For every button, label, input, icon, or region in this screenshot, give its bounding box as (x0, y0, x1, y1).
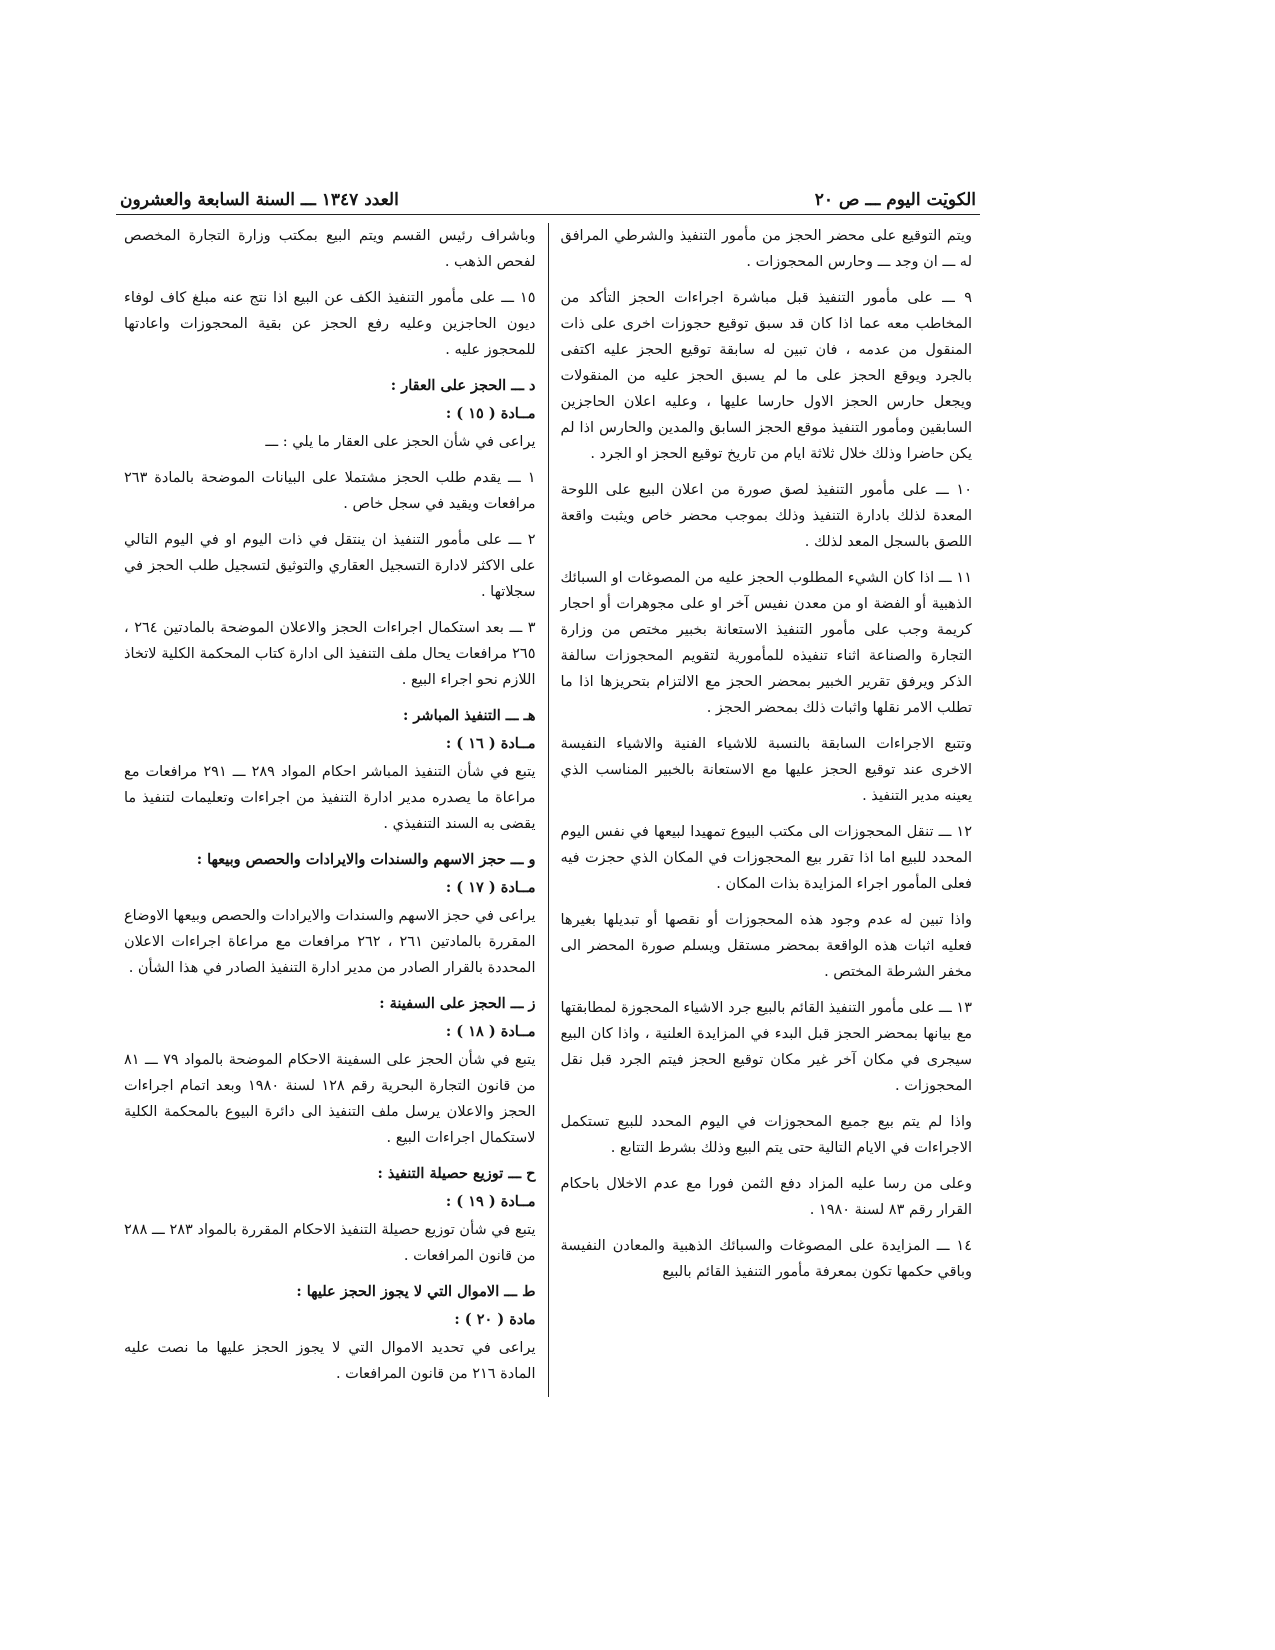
paragraph: ١٢ ـــ تنقل المحجوزات الى مكتب البيوع تمهيدا لبيعها في نفس اليوم المحدد للبيع اما اذا تقرر بيع المحجوزات في المكان الذي حجزت فيه فعلى المأمور اجراء المزايدة بذات المكان . (560, 824, 972, 892)
paragraph: وباشراف رئيس القسم ويتم البيع بمكتب وزارة التجارة المخصص لفحص الذهب . (124, 228, 536, 270)
header-publication-page: الكويت اليوم ـــ ص ٢٠ (814, 190, 976, 210)
paragraph: ١٠ ـــ على مأمور التنفيذ لصق صورة من اعلان البيع على اللوحة المعدة لذلك بادارة التنفيذ وذلك بموجب محضر خاص ويثبت واقعة اللصق بالسجل المعد لذلك . (560, 482, 972, 550)
section-heading: ط ـــ الاموال التي لا يجوز الحجز عليها : (296, 1283, 536, 1300)
paragraph: واذا لم يتم بيع جميع المحجوزات في اليوم المحدد للبيع تستكمل الاجراءات في الايام التالية حتى يتم البيع وذلك بشرط التتابع . (560, 1114, 972, 1156)
paragraph: وتتبع الاجراءات السابقة بالنسبة للاشياء الفنية والاشياء النفيسة الاخرى عند توقيع الحجز عليها مع الاستعانة بالخبير المناسب الذي يعينه مدير التنفيذ . (560, 736, 972, 804)
section-heading: و ـــ حجز الاسهم والسندات والايرادات والحصص وبيعها : (196, 851, 536, 868)
paragraph: ١١ ـــ اذا كان الشيء المطلوب الحجز عليه من المصوغات او السبائك الذهبية أو الفضة او من معدن نفيس آخر او على مجوهرات أو احجار كريمة وجب على مأمور التنفيذ الاستعانة بخبير مختص من وزارة التجارة والصناعة اثناء تنفيذه للمأمورية لتقويم المحجوزات سالفة الذكر ويرفق تقرير الخبير بمحضر الحجز مع الالتزام بتحريزها اذا ما تطلب الامر نقلها واثبات ذلك بمحضر الحجز . (560, 570, 972, 716)
section-heading: مــادة ( ١٦ ) : (445, 735, 536, 752)
gazette-page (116, 190, 980, 1397)
left-column (116, 223, 544, 1397)
page-header (116, 190, 980, 215)
section-heading: مادة ( ٢٠ ) : (454, 1311, 536, 1328)
paragraph: يراعى في حجز الاسهم والسندات والايرادات والحصص وبيعها الاوضاع المقررة بالمادتين ٢٦١ ، ٢٦٢ مرافعات مع مراعاة اجراءات الاعلان المحددة بالقرار الصادر من مدير ادارة التنفيذ الصادر في هذا الشأن . (124, 908, 536, 976)
paragraph: وعلى من رسا عليه المزاد دفع الثمن فورا مع عدم الاخلال باحكام القرار رقم ٨٣ لسنة ١٩٨٠ . (560, 1176, 972, 1218)
paragraph: يتبع في شأن الحجز على السفينة الاحكام الموضحة بالمواد ٧٩ ـــ ٨١ من قانون التجارة البحرية رقم ١٢٨ لسنة ١٩٨٠ وبعد اتمام اجراءات الحجز والاعلان يرسل ملف التنفيذ الى دائرة البيوع بالمحكمة الكلية لاستكمال اجراءات البيع . (124, 1052, 536, 1146)
paragraph: ٣ ـــ بعد استكمال اجراءات الحجز والاعلان الموضحة بالمادتين ٢٦٤ ، ٢٦٥ مرافعات يحال ملف التنفيذ الى ادارة كتاب المحكمة الكلية لاتخاذ اللازم نحو اجراء البيع . (124, 620, 536, 688)
paragraph: واذا تبين له عدم وجود هذه المحجوزات أو نقصها أو تبديلها بغيرها فعليه اثبات هذه الواقعة بمحضر مستقل ويسلم صورة المحضر الى مخفر الشرطة المختص . (560, 912, 972, 980)
column-divider (548, 223, 549, 1397)
header-issue-year: العدد ١٣٤٧ ـــ السنة السابعة والعشرون (120, 190, 399, 210)
section-heading: مــادة ( ١٩ ) : (445, 1193, 536, 1210)
paragraph: ١٥ ـــ على مأمور التنفيذ الكف عن البيع اذا نتج عنه مبلغ كاف لوفاء ديون الحاجزين وعليه رفع الحجز عن بقية المحجوزات واعادتها للمحجوز عليه . (124, 290, 536, 358)
section-heading: هـ ـــ التنفيذ المباشر : (403, 707, 536, 724)
paragraph: ١٤ ـــ المزايدة على المصوغات والسبائك الذهبية والمعادن النفيسة وباقي حكمها تكون بمعرفة مأمور التنفيذ القائم بالبيع (560, 1238, 972, 1280)
paragraph: ١ ـــ يقدم طلب الحجز مشتملا على البيانات الموضحة بالمادة ٢٦٣ مرافعات ويقيد في سجل خاص . (124, 470, 536, 512)
paragraph: يراعى في شأن الحجز على العقار ما يلي : ـــ (265, 434, 536, 450)
section-heading: د ـــ الحجز على العقار : (390, 377, 536, 394)
paragraph: ١٣ ـــ على مأمور التنفيذ القائم بالبيع جرد الاشياء المحجوزة لمطابقتها مع بيانها بمحضر الحجز قبل البدء في المزايدة العلنية ، واذا كان البيع سيجرى في مكان آخر غير مكان توقيع الحجز فيتم الجرد قبل نقل المحجوزات . (560, 1000, 972, 1094)
paragraph: ويتم التوقيع على محضر الحجز من مأمور التنفيذ والشرطي المرافق له ـــ ان وجد ـــ وحارس المحجوزات . (560, 228, 972, 270)
two-column-body (116, 223, 980, 1397)
paragraph: ٢ ـــ على مأمور التنفيذ ان ينتقل في ذات اليوم او في اليوم التالي على الاكثر لادارة التسجيل العقاري والتوثيق لتسجيل طلب الحجز في سجلاتها . (124, 532, 536, 600)
paragraph: يتبع في شأن توزيع حصيلة التنفيذ الاحكام المقررة بالمواد ٢٨٣ ـــ ٢٨٨ من قانون المرافعات . (124, 1222, 536, 1264)
right-column (553, 223, 981, 1397)
paragraph: ٩ ـــ على مأمور التنفيذ قبل مباشرة اجراءات الحجز التأكد من المخاطب معه عما اذا كان قد سبق توقيع حجوزات اخرى على ذات المنقول من عدمه ، فان تبين له سابقة توقيع الحجز عليه اكتفى بالجرد ويوقع الحجز على ما لم يسبق الحجز عليه من المنقولات ويجعل حارس الحجز الاول حارسا عليها ، وعليه اعلان الحاجزين السابقين ومأمور التنفيذ موقع الحجز السابق والمدين والحارس اذا لم يكن حاضرا وذلك خلال ثلاثة ايام من تاريخ توقيع الحجز او الجرد . (560, 290, 972, 462)
section-heading: ح ـــ توزيع حصيلة التنفيذ : (377, 1165, 536, 1182)
section-heading: ز ـــ الحجز على السفينة : (379, 995, 536, 1012)
section-heading: مــادة ( ١٥ ) : (445, 405, 536, 422)
paragraph: يراعى في تحديد الاموال التي لا يجوز الحجز عليها ما نصت عليه المادة ٢١٦ من قانون المرافعات . (124, 1340, 536, 1382)
section-heading: مــادة ( ١٨ ) : (445, 1023, 536, 1040)
section-heading: مــادة ( ١٧ ) : (445, 879, 536, 896)
paragraph: يتبع في شأن التنفيذ المباشر احكام المواد ٢٨٩ ـــ ٢٩١ مرافعات مع مراعاة ما يصدره مدير ادارة التنفيذ من اجراءات وتعليمات لتنفيذ ما يقضى به السند التنفيذي . (124, 764, 536, 832)
